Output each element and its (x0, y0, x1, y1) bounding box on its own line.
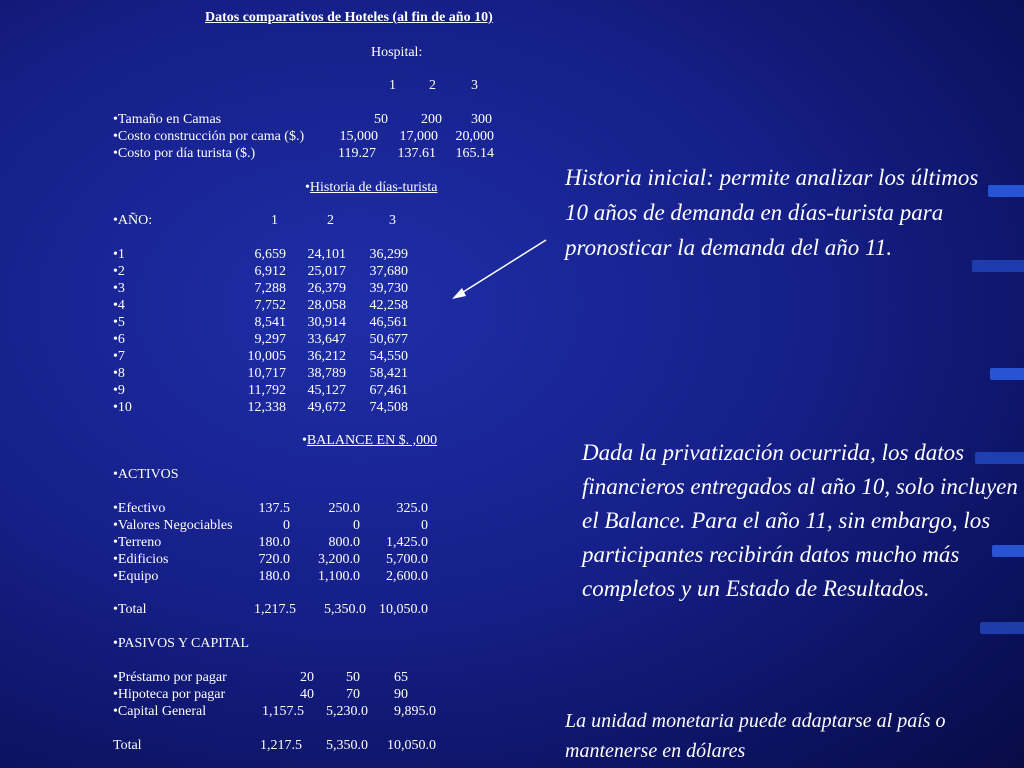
table-cell: 54,550 (369, 349, 408, 364)
table-cell: 10,005 (247, 349, 286, 364)
table-cell: 1,425.0 (386, 535, 428, 550)
table-row-label: •8 (113, 366, 125, 381)
decorative-stripe (980, 622, 1024, 634)
table-cell: 250.0 (328, 501, 360, 516)
hotel-row-value: 50 (374, 112, 388, 127)
table-cell: 2,600.0 (386, 569, 428, 584)
hotel-row-value: 200 (421, 112, 442, 127)
history-col-2: 2 (327, 213, 334, 228)
table-cell: 9,297 (254, 332, 286, 347)
hotel-row-value: 15,000 (339, 129, 378, 144)
table-row-label: •Capital General (113, 704, 207, 719)
hospital-col-2: 2 (429, 78, 436, 93)
table-row-label: •1 (113, 247, 125, 262)
table-row-label: •4 (113, 298, 125, 313)
table-row-label: •Total (113, 602, 147, 617)
table-row-label: •Terreno (113, 535, 162, 550)
history-heading-bullet: • (305, 180, 310, 195)
table-cell: 7,752 (254, 298, 286, 313)
note-balance: Dada la privatización ocurrida, los datos financieros entregados al año 10, solo incluyen el Balance. Para el año 11, sin embargo, los participantes recibirán datos mucho más completos y un Estado de Resultados. (582, 440, 1018, 601)
history-col-1: 1 (271, 213, 278, 228)
hotel-row-value: 20,000 (455, 129, 494, 144)
table-cell: 67,461 (369, 383, 408, 398)
table-cell: 6,659 (254, 247, 286, 262)
table-cell: 40 (300, 687, 314, 702)
table-row-label: •Edificios (113, 552, 169, 567)
note-history: Historia inicial: permite analizar los últimos 10 años de demanda en días-turista para pronosticar la demanda del año 11. (565, 165, 979, 260)
balance-heading (302, 432, 437, 449)
table-cell: 0 (421, 518, 428, 533)
table-cell: 5,350.0 (326, 738, 368, 753)
table-cell: 26,379 (307, 281, 346, 296)
table-cell: 24,101 (307, 247, 346, 262)
hotel-row-value: 119.27 (338, 146, 376, 161)
hotel-row-value: 137.61 (397, 146, 436, 161)
table-cell: 36,212 (307, 349, 346, 364)
history-heading (305, 179, 437, 196)
table-row-label: •Hipoteca por pagar (113, 687, 226, 702)
balance-heading-text: BALANCE EN $. ,000 (306, 433, 438, 448)
table-cell: 0 (353, 518, 360, 533)
table-cell: 10,717 (247, 366, 286, 381)
history-col-3: 3 (389, 213, 396, 228)
table-cell: 37,680 (369, 264, 408, 279)
decorative-stripe (990, 368, 1024, 380)
note-currency: La unidad monetaria puede adaptarse al país o mantenerse en dólares (565, 710, 946, 762)
table-cell: 800.0 (328, 535, 360, 550)
table-cell: 137.5 (258, 501, 290, 516)
table-cell: 33,647 (307, 332, 346, 347)
table-cell: 12,338 (247, 400, 286, 415)
table-cell: 5,230.0 (326, 704, 368, 719)
table-cell: 46,561 (369, 315, 408, 330)
table-cell: 42,258 (369, 298, 408, 313)
activos-label: •ACTIVOS (113, 467, 179, 482)
history-year-header: •AÑO: (113, 213, 153, 228)
hotel-row-label: •Costo construcción por cama ($.) (113, 129, 305, 144)
table-cell: 50,677 (369, 332, 408, 347)
hospital-label: Hospital: (371, 45, 423, 60)
page-title: Datos comparativos de Hoteles (al fin de año 10) (205, 10, 493, 25)
history-heading-text: Historia de días-turista (309, 180, 438, 195)
table-cell: 9,895.0 (394, 704, 436, 719)
hotel-row-label: •Tamaño en Camas (113, 112, 222, 127)
table-cell: 36,299 (369, 247, 408, 262)
table-cell: 70 (346, 687, 360, 702)
table-cell: 8,541 (254, 315, 286, 330)
table-cell: 45,127 (307, 383, 346, 398)
table-cell: 74,508 (369, 400, 408, 415)
table-cell: 11,792 (248, 383, 286, 398)
hospital-col-3: 3 (471, 78, 478, 93)
table-cell: 49,672 (307, 400, 346, 415)
table-cell: 180.0 (258, 569, 290, 584)
table-row-label: •Préstamo por pagar (113, 670, 227, 685)
pasivos-label: •PASIVOS Y CAPITAL (113, 636, 250, 651)
table-cell: 65 (394, 670, 408, 685)
hotel-row-value: 300 (471, 112, 492, 127)
hospital-col-1: 1 (389, 78, 396, 93)
table-cell: 5,350.0 (324, 602, 366, 617)
table-cell: 325.0 (396, 501, 428, 516)
table-cell: 5,700.0 (386, 552, 428, 567)
table-row-label: •3 (113, 281, 125, 296)
table-cell: 6,912 (254, 264, 286, 279)
balance-heading-bullet: • (302, 433, 307, 448)
table-row-label: •6 (113, 332, 125, 347)
table-cell: 1,217.5 (254, 602, 296, 617)
table-cell: 90 (394, 687, 408, 702)
table-cell: 3,200.0 (318, 552, 360, 567)
table-cell: 39,730 (369, 281, 408, 296)
table-cell: 38,789 (307, 366, 346, 381)
table-cell: 1,157.5 (262, 704, 304, 719)
table-cell: 10,050.0 (387, 738, 436, 753)
table-cell: 30,914 (307, 315, 346, 330)
table-row-label: •Efectivo (113, 501, 166, 516)
table-row-label: •7 (113, 349, 125, 364)
table-cell: 7,288 (254, 281, 286, 296)
table-cell: 25,017 (307, 264, 346, 279)
table-cell: 58,421 (369, 366, 408, 381)
table-row-label: •Equipo (113, 569, 159, 584)
table-row-label: •5 (113, 315, 125, 330)
table-row-label: •2 (113, 264, 125, 279)
hotel-row-value: 165.14 (455, 146, 494, 161)
table-cell: 180.0 (258, 535, 290, 550)
table-cell: 10,050.0 (379, 602, 428, 617)
hotel-row-value: 17,000 (399, 129, 438, 144)
decorative-stripe (988, 185, 1024, 197)
table-row-label: •9 (113, 383, 125, 398)
table-cell: 50 (346, 670, 360, 685)
table-cell: 1,100.0 (318, 569, 360, 584)
table-row-label: •10 (113, 400, 132, 415)
table-row-label: •Valores Negociables (113, 518, 233, 533)
table-cell: 0 (283, 518, 290, 533)
table-cell: 720.0 (258, 552, 290, 567)
table-cell: 1,217.5 (260, 738, 302, 753)
table-row-label: Total (113, 738, 142, 753)
table-cell: 28,058 (307, 298, 346, 313)
table-cell: 20 (300, 670, 314, 685)
hotel-row-label: •Costo por día turista ($.) (113, 146, 256, 161)
